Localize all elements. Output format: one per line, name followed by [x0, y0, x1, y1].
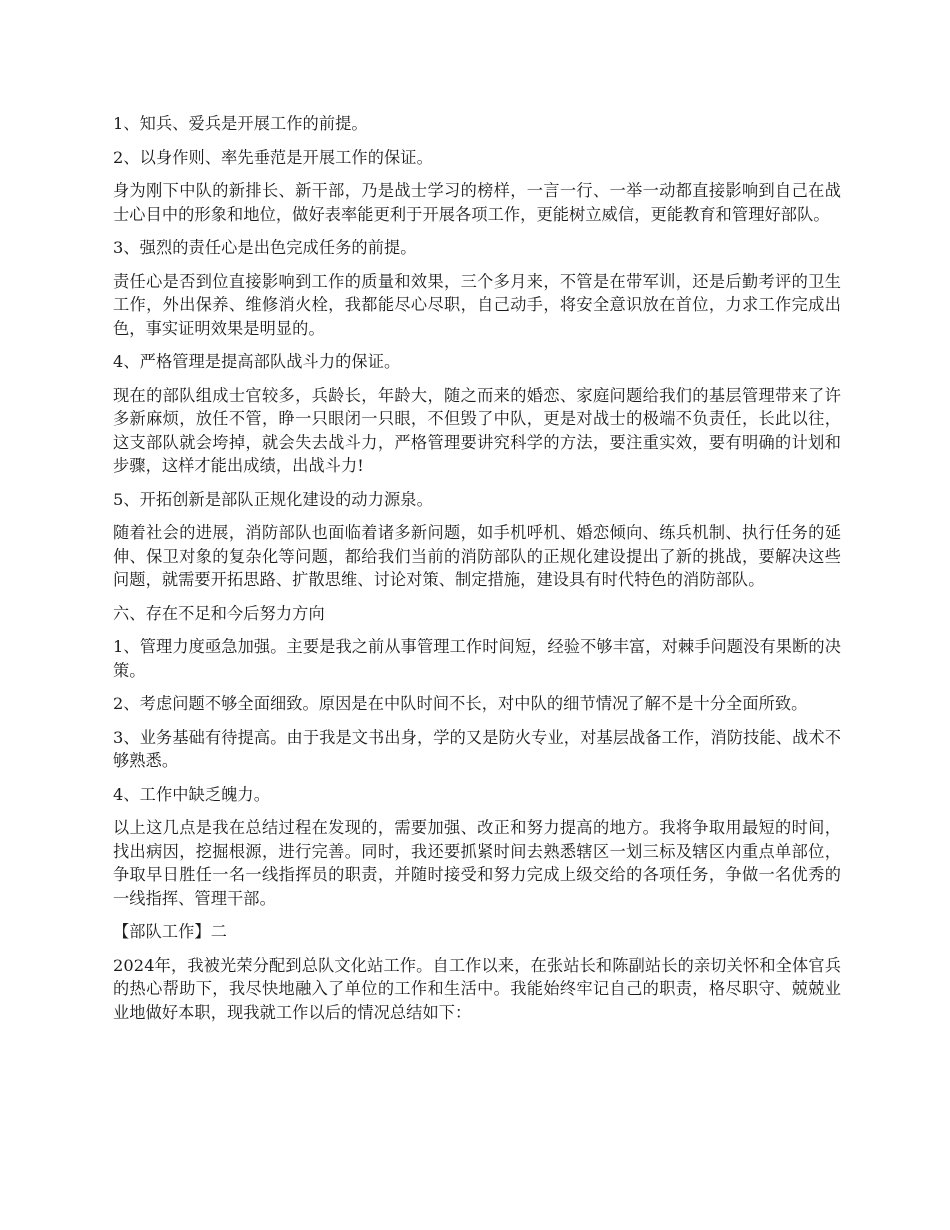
- section-heading: 六、存在不足和今后努力方向: [113, 603, 325, 623]
- list-item-5: 5、开拓创新是部队正规化建设的动力源泉。: [113, 489, 433, 509]
- body-paragraph: 随着社会的进展，消防部队也面临着诸多新问题，如手机呼机、婚恋倾向、练兵机制、执行任务的延伸、保卫对象的复杂化等问题，都给我们当前的消防部队的正规化建设提出了新的挑战，要解决这些问题，就需要开拓思路、扩散思维、讨论对策、制定措施，建设具有时代特色的消防部队。: [113, 523, 841, 589]
- body-paragraph: 以上这几点是我在总结过程在发现的，需要加强、改正和努力提高的地方。我将争取用最短的时间，找出病因，挖掘根源，进行完善。同时，我还要抓紧时间去熟悉辖区一划三标及辖区内重点单部位，争取早日胜任一名一线指挥员的职责，并随时接受和努力完成上级交给的各项任务，争做一名优秀的一线指挥、管理干部。: [113, 818, 841, 908]
- list-item-4: 4、工作中缺乏魄力。: [113, 784, 270, 804]
- body-paragraph: 身为刚下中队的新排长、新干部，乃是战士学习的榜样，一言一行、一举一动都直接影响到自己在战士心目中的形象和地位，做好表率能更利于开展各项工作，更能树立威信，更能教育和管理好部队。: [113, 181, 841, 224]
- body-paragraph: 现在的部队组成士官较多，兵龄长，年龄大，随之而来的婚恋、家庭问题给我们的基层管理带来了许多新麻烦，放任不管，睁一只眼闭一只眼，不但毁了中队，更是对战士的极端不负责任，长此以往，这支部队就会垮掉，就会失去战斗力，严格管理要讲究科学的方法，要注重实效，要有明确的计划和步骤，这样才能出成绩，出战斗力!: [113, 385, 841, 475]
- list-item-3: 3、业务基础有待提高。由于我是文书出身，学的又是防火专业，对基层战备工作，消防技能、战术不够熟悉。: [113, 727, 841, 770]
- list-item-2: 2、考虑问题不够全面细致。原因是在中队时间不长，对中队的细节情况了解不是十分全面所致。: [113, 694, 808, 713]
- section-heading: 【部队工作】二: [113, 922, 228, 941]
- list-item-1: 1、管理力度亟急加强。主要是我之前从事管理工作时间短，经验不够丰富，对棘手问题没有果断的决策。: [113, 637, 841, 680]
- list-item-3: 3、强烈的责任心是出色完成任务的前提。: [113, 238, 417, 257]
- document-page: [113, 112, 841, 1034]
- list-item-1: 1、知兵、爱兵是开展工作的前提。: [113, 114, 368, 133]
- list-item-4: 4、严格管理是提高部队战斗力的保证。: [113, 352, 401, 371]
- list-item-2: 2、以身作则、率先垂范是开展工作的保证。: [113, 147, 433, 167]
- body-paragraph: 2024年，我被光荣分配到总队文化站工作。自工作以来，在张站长和陈副站长的亲切关怀和全体官兵的热心帮助下，我尽快地融入了单位的工作和生活中。我能始终牢记自己的职责，格尽职守、兢兢业业地做好本职，现我就工作以后的情况总结如下：: [113, 955, 841, 1022]
- body-paragraph: 责任心是否到位直接影响到工作的质量和效果，三个多月来，不管是在带军训，还是后勤考评的卫生工作，外出保养、维修消火栓，我都能尽心尽职，自己动手，将安全意识放在首位，力求工作完成出色，事实证明效果是明显的。: [113, 271, 841, 338]
